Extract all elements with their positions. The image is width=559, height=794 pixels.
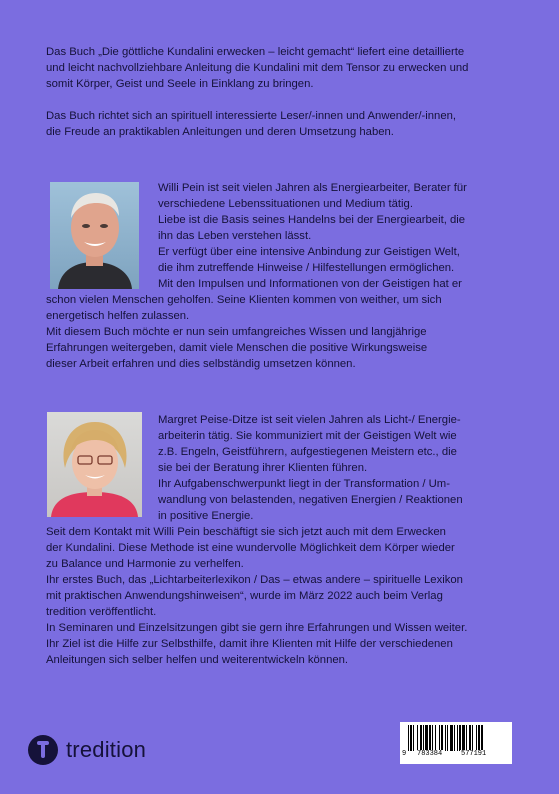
text-line: Ihr Aufgabenschwerpunkt liegt in der Transformation / Um- [158, 478, 450, 490]
text-line: Anleitungen sich selber helfen und weiterentwickeln können. [46, 654, 349, 666]
publisher-name: tredition [66, 737, 147, 762]
author-photo-margret-peise-ditze [47, 412, 142, 517]
text-line: wandlung von belastenden, negativen Energien / Reaktionen [158, 494, 463, 506]
text-line: Das Buch „Die göttliche Kundalini erwecken – leicht gemacht“ liefert eine detaillierte [46, 46, 465, 58]
author1-bio-full-width [46, 292, 442, 372]
text-line: Mit den Impulsen und Informationen von der Geistigen hat er [158, 278, 462, 290]
text-line: energetisch helfen zulassen. [46, 310, 190, 322]
intro-paragraph-2 [46, 108, 456, 140]
text-line: schon vielen Menschen geholfen. Seine Klienten kommen von weither, um sich [46, 294, 442, 306]
tredition-t-logo-icon [28, 735, 58, 765]
author2-bio-full-width [46, 524, 467, 668]
text-line: mit praktischen Anwendungshinweisen“, wurde im März 2022 auch beim Verlag [46, 590, 443, 602]
barcode-group-left: 783384 [417, 750, 443, 758]
publisher-logo [28, 735, 146, 765]
text-line: In Seminaren und Einzelsitzungen gibt sie gern ihre Erfahrungen und Wissen weiter. [46, 622, 468, 634]
author-photo-willi-pein [50, 182, 139, 289]
intro-paragraph-1 [46, 44, 468, 92]
text-line: Willi Pein ist seit vielen Jahren als Energiearbeiter, Berater für [158, 182, 467, 194]
text-line: Mit diesem Buch möchte er nun sein umfangreiches Wissen und langjährige [46, 326, 427, 338]
text-line: zu Balance und Harmonie zu verhelfen. [46, 558, 244, 570]
text-line: Ihr erstes Buch, das „Lichtarbeiterlexikon / Das – etwas andere – spirituelle Lexikon [46, 574, 463, 586]
text-line: Erfahrungen weitergeben, damit viele Menschen die positive Wirkungsweise [46, 342, 428, 354]
text-line: somit Körper, Geist und Seele in Einklang zu bringen. [46, 78, 314, 90]
author2-bio-beside-photo [158, 412, 463, 524]
text-line: in positive Energie. [158, 510, 254, 522]
text-line: sie bei der Beratung ihrer Klienten führen. [158, 462, 368, 474]
text-line: der Kundalini. Diese Methode ist eine wundervolle Möglichkeit dem Körper wieder [46, 542, 455, 554]
text-line: dieser Arbeit erfahren und dies selbständig umsetzen können. [46, 358, 356, 370]
author1-bio-beside-photo [158, 180, 467, 292]
text-line: z.B. Engeln, Geistführern, aufgestiegenen Meistern etc., die [158, 446, 457, 458]
text-line: Liebe ist die Basis seines Handelns bei der Energiearbeit, die [158, 214, 466, 226]
text-line: die Freude an praktikablen Anleitungen und deren Umsetzung haben. [46, 126, 394, 138]
text-line: Margret Peise-Ditze ist seit vielen Jahren als Licht-/ Energie- [158, 414, 461, 426]
text-line: Seit dem Kontakt mit Willi Pein beschäftigt sie sich jetzt auch mit dem Erwecken [46, 526, 446, 538]
text-line: Das Buch richtet sich an spirituell interessierte Leser/-innen und Anwender/-innen, [46, 110, 457, 122]
text-line: die ihm zutreffende Hinweise / Hilfestellungen ermöglichen. [158, 262, 455, 274]
barcode-digit-first: 9 [402, 750, 407, 758]
text-line: ihn das Leben verstehen lässt. [158, 230, 312, 242]
text-line: Er verfügt über eine intensive Anbindung zur Geistigen Welt, [158, 246, 460, 258]
text-line: Ihr Ziel ist die Hilfe zur Selbsthilfe, damit ihre Klienten mit Hilfe der verschiedenen [46, 638, 453, 650]
barcode-group-right: 577191 [461, 750, 487, 758]
text-line: und leicht nachvollziehbare Anleitung die Kundalini mit dem Tensor zu erwecken und [46, 62, 469, 74]
isbn-barcode [400, 722, 512, 764]
text-line: arbeiterin tätig. Sie kommuniziert mit der Geistigen Welt wie [158, 430, 457, 442]
text-line: tredition veröffentlicht. [46, 606, 157, 618]
text-line: verschiedene Lebenssituationen und Medium tätig. [158, 198, 413, 210]
